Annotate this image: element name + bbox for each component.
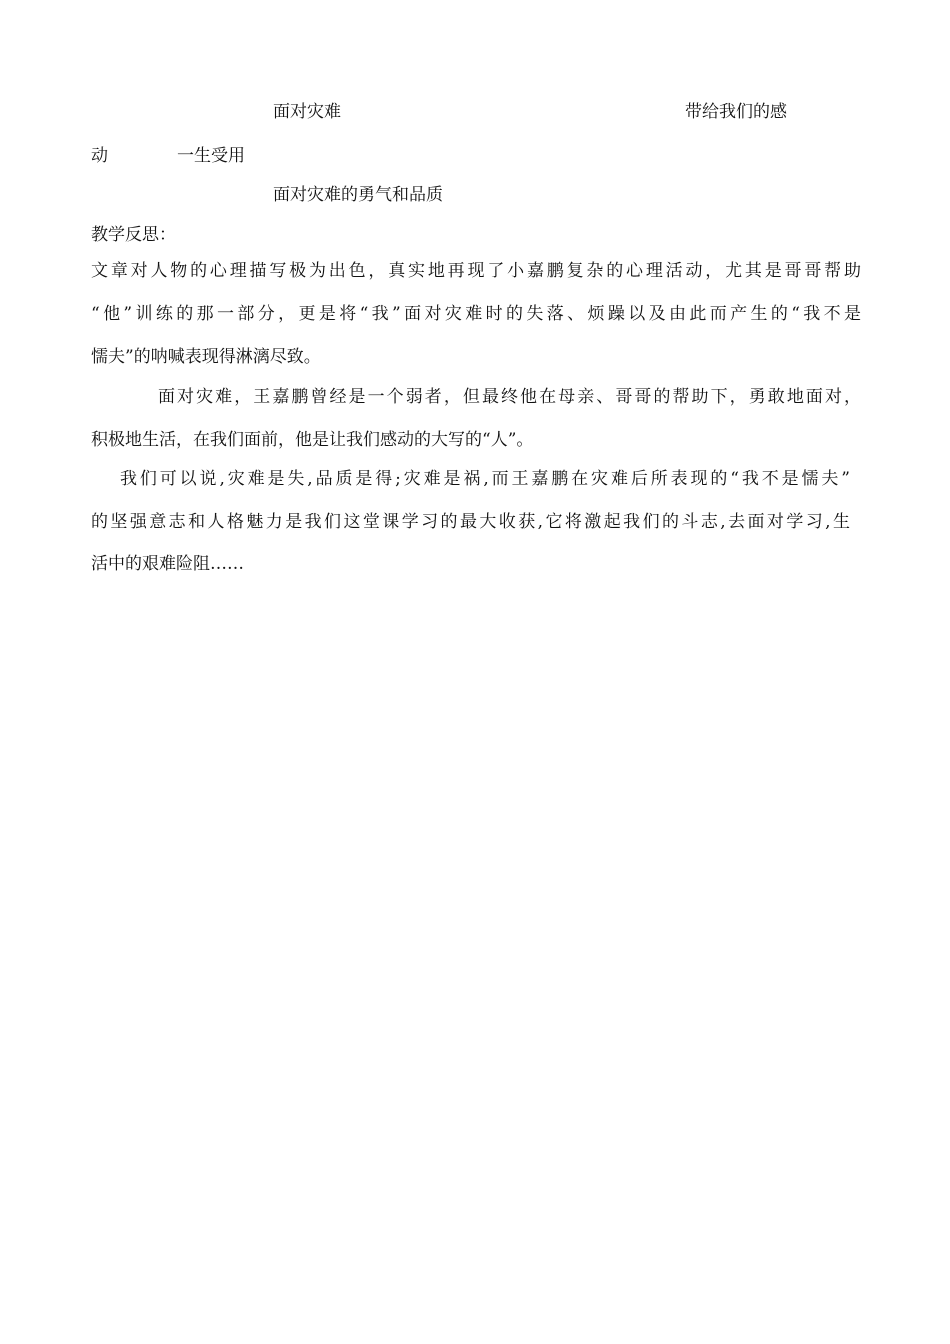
reflection-p1-line-2: “他”训练的那一部分，更是将“我”面对灾难时的失落、烦躁以及由此而产生的“我不是: [91, 304, 861, 324]
board-line-1-left: 面对灾难: [273, 102, 341, 122]
reflection-p3-line-2: 的坚强意志和人格魅力是我们这堂课学习的最大收获,它将激起我们的斗志,去面对学习,生: [91, 512, 850, 532]
board-line-3: 面对灾难的勇气和品质: [273, 185, 443, 205]
reflection-p3-line-1: 我们可以说,灾难是失,品质是得;灾难是祸,而王嘉鹏在灾难后所表现的“我不是懦夫”: [120, 469, 850, 489]
reflection-p2-line-1: 面对灾难，王嘉鹏曾经是一个弱者，但最终他在母亲、哥哥的帮助下，勇敢地面对，: [158, 387, 861, 407]
board-line-1-right: 带给我们的感: [685, 102, 787, 122]
board-line-2-right: 一生受用: [177, 146, 245, 166]
reflection-p3-line-3: 活中的艰难险阻……: [91, 554, 244, 574]
board-line-2-left: 动: [91, 146, 108, 166]
reflection-p1-line-1: 文章对人物的心理描写极为出色，真实地再现了小嘉鹏复杂的心理活动，尤其是哥哥帮助: [91, 261, 861, 281]
reflection-heading: 教学反思：: [91, 225, 176, 245]
reflection-p1-line-3: 懦夫”的呐喊表现得淋漓尽致。: [91, 347, 321, 367]
reflection-p2-line-2: 积极地生活，在我们面前，他是让我们感动的大写的“人”。: [91, 430, 534, 450]
